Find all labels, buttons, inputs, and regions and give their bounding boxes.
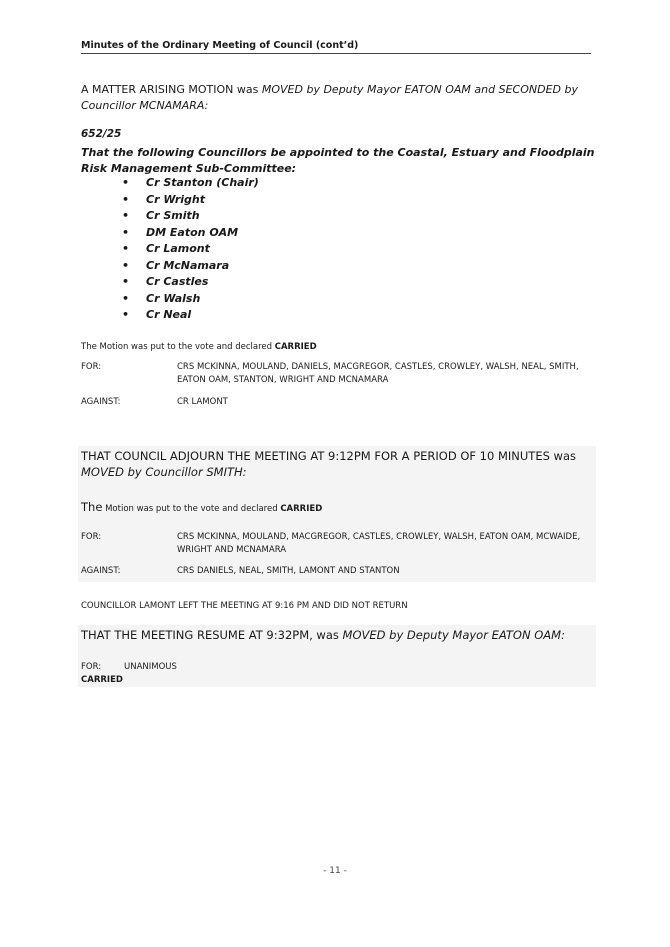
list-item: • Cr Lamont (122, 242, 210, 255)
member-name: DM Eaton OAM (146, 225, 239, 239)
vote-against-label: AGAINST: (81, 397, 121, 407)
resolution-text: That the following Councillors be appointed to the Coastal, Estuary and Floodplain Risk Management Sub-Committee: (81, 146, 595, 175)
list-item: • Cr Smith (122, 209, 200, 222)
vote-for-row (81, 361, 591, 389)
vote-for-value: UNANIMOUS (124, 662, 177, 672)
page-number: - 11 - (323, 866, 347, 876)
councillor-left-note: COUNCILLOR LAMONT LEFT THE MEETING AT 9:16 PM AND DID NOT RETURN (81, 601, 408, 611)
page-header-title: Minutes of the Ordinary Meeting of Council (cont’d) (81, 40, 591, 54)
list-item: • Cr Castles (122, 275, 209, 288)
resume-motion-text: THAT THE MEETING RESUME AT 9:32PM, was MOVED by Deputy Mayor EATON OAM: (81, 628, 565, 642)
vote-for-label: FOR: (81, 362, 102, 372)
carried-label: CARRIED (280, 504, 323, 514)
resolution-number: 652/25 (81, 128, 122, 140)
motion-intro-plain: A MATTER ARISING MOTION was (81, 83, 262, 96)
carried-label: CARRIED (274, 342, 317, 352)
member-name: Cr Smith (146, 209, 200, 222)
list-item: • Cr Stanton (Chair) (122, 176, 259, 189)
list-item: • Cr McNamara (122, 258, 230, 272)
adjourn-vote-result: The Motion was put to the vote and declared CARRIED (81, 500, 323, 514)
member-name: Cr Lamont (146, 242, 210, 255)
list-item: • DM Eaton OAM (122, 225, 239, 239)
resume-carried-label: CARRIED (81, 675, 123, 685)
list-item: • Cr Walsh (122, 291, 201, 305)
motion-intro-mover: MOVED by Deputy Mayor EATON OAM and SECONDED by Councillor MCNAMARA: (81, 83, 578, 112)
adjourn-vote-for-row (81, 531, 591, 559)
list-item: • Cr Neal (122, 308, 192, 321)
vote-for-value: CRS MCKINNA, MOULAND, DANIELS, MACGREGOR, CASTLES, CROWLEY, WALSH, NEAL, SMITH, EATON OAM, STANTON, WRIGHT AND MCNAMARA (177, 362, 579, 385)
member-name: Cr Walsh (146, 291, 201, 305)
vote-for-value: CRS MCKINNA, MOULAND, MACGREGOR, CASTLES, CROWLEY, WALSH, EATON OAM, MCWAIDE, WRIGHT AND MCNAMARA (177, 532, 581, 555)
vote-for-label: FOR: (81, 532, 102, 542)
vote-for-label: FOR: (81, 662, 102, 672)
vote-result: The Motion was put to the vote and declared CARRIED (81, 342, 317, 352)
committee-member-list (122, 176, 259, 325)
adjourn-motion-text: THAT COUNCIL ADJOURN THE MEETING AT 9:12PM FOR A PERIOD OF 10 MINUTES was MOVED by Councillor SMITH: (81, 449, 576, 479)
vote-against-value: CR LAMONT (177, 397, 228, 407)
member-name: Cr Stanton (Chair) (146, 176, 259, 189)
member-name: Cr Neal (146, 308, 192, 321)
vote-against-value: CRS DANIELS, NEAL, SMITH, LAMONT AND STANTON (177, 566, 400, 576)
vote-against-label: AGAINST: (81, 566, 121, 576)
member-name: Cr Wright (146, 192, 205, 206)
motion-intro (81, 82, 596, 114)
list-item: • Cr Wright (122, 192, 205, 206)
member-name: Cr McNamara (146, 258, 230, 272)
member-name: Cr Castles (146, 275, 209, 288)
